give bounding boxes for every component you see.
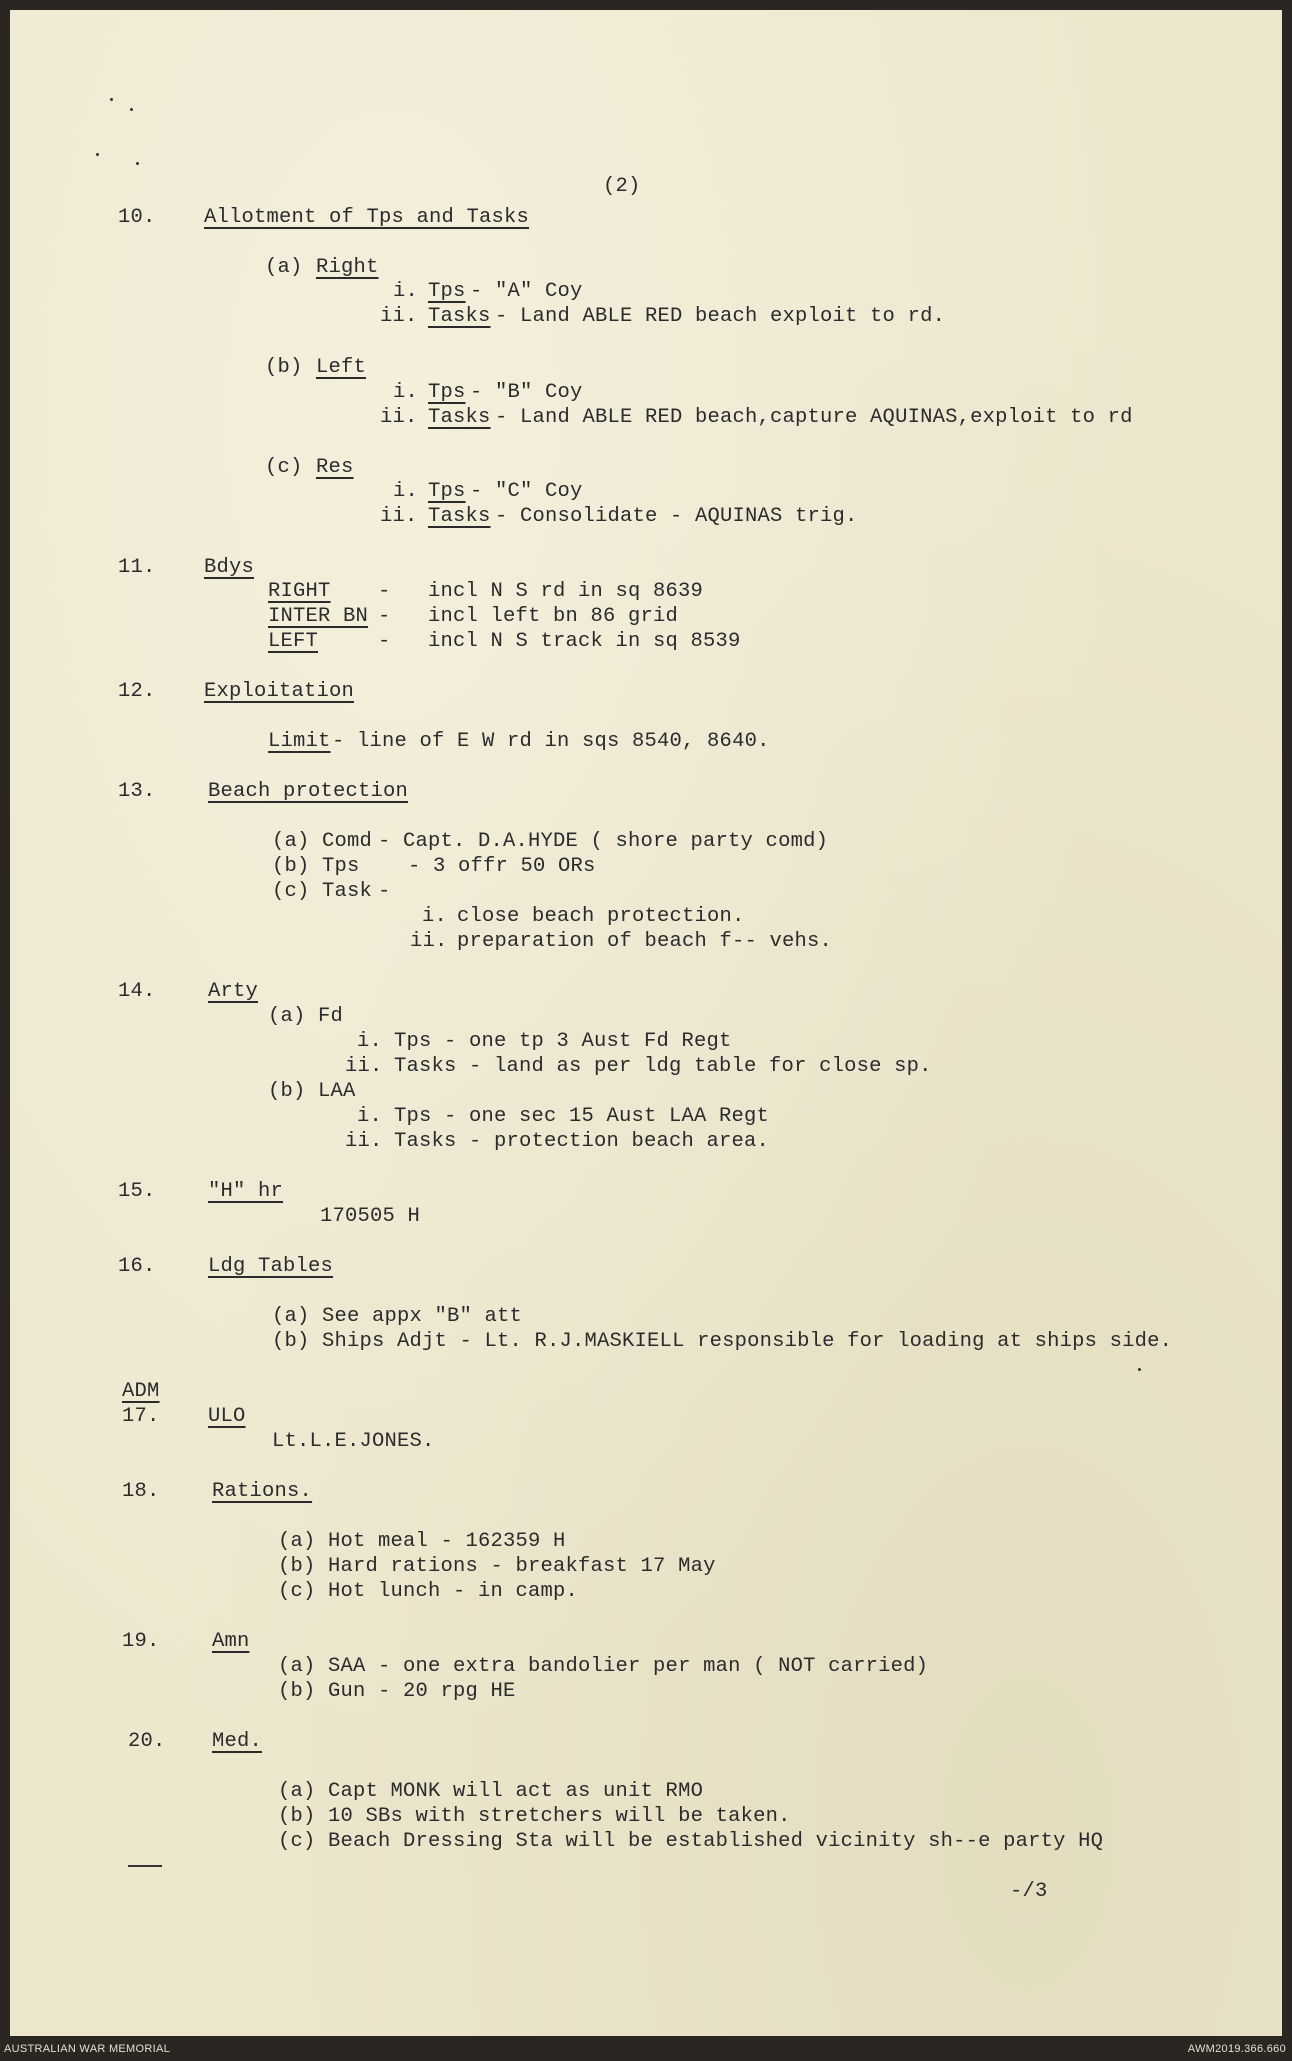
subitem-label: Tps [428,280,466,303]
list-item: (b) LAA [268,1080,356,1103]
list-item: (c) Task [272,880,373,903]
subitem-number: ii. [380,505,418,528]
section-title: ULO [208,1405,246,1428]
archive-reference: AWM2019.366.660 [1187,2043,1286,2055]
subitem-text: - Land ABLE RED beach exploit to rd. [495,305,946,328]
section-number: 18. [122,1480,160,1503]
section-number: 10. [118,206,156,229]
archive-credit: AUSTRALIAN WAR MEMORIAL [4,2043,171,2055]
section-title: Med. [212,1730,263,1753]
boundary-label: LEFT [268,630,319,653]
subitem-label: Tps [428,480,466,503]
section-title: Exploitation [204,680,355,703]
section-title: "H" hr [208,1180,284,1203]
h-hour-value: 170505 H [320,1205,421,1228]
subitem-label: Tps [428,381,466,404]
subitem-text: - "A" Coy [470,280,583,303]
item-letter: (b) [265,356,303,379]
section-number: 12. [118,680,156,703]
list-item: (a) Hot meal - 162359 H [278,1530,566,1553]
subitem-number: i. [422,905,448,928]
list-item-text: - 3 offr 50 ORs [408,855,596,878]
subitem-label: Tasks [428,505,491,528]
boundary-dash: - [378,630,391,653]
list-item: (c) Beach Dressing Sta will be established vicinity sh--e party HQ [278,1830,1104,1853]
limit-label: Limit [268,730,331,753]
section-title: Ldg Tables [208,1255,334,1278]
list-item: (a) Capt MONK will act as unit RMO [278,1780,704,1803]
list-item: (b) Ships Adjt - Lt. R.J.MASKIELL responsible for loading at ships side. [272,1330,1173,1353]
subitem-label: Tasks [428,305,491,328]
subitem-text: - "B" Coy [470,381,583,404]
subitem-number: i. [357,1030,383,1053]
section-title: Rations. [212,1480,313,1503]
item-heading: Right [316,256,379,279]
subitem-text: close beach protection. [457,905,745,928]
subitem-label: Tasks [428,406,491,429]
list-item: (b) 10 SBs with stretchers will be taken. [278,1805,791,1828]
item-heading: Res [316,456,354,479]
subitem-number: ii. [410,930,448,953]
subitem-number: i. [393,381,419,404]
list-item: (a) SAA - one extra bandolier per man ( NOT carried) [278,1655,929,1678]
subitem-number: i. [393,280,419,303]
adm-heading: ADM [122,1380,160,1403]
section-number: 19. [122,1630,160,1653]
list-item: (b) Tps [272,855,360,878]
subitem-number: ii. [345,1130,383,1153]
section-title: Bdys [204,556,255,579]
section-title: Arty [208,980,259,1003]
boundary-label: RIGHT [268,580,331,603]
subitem-number: ii. [380,305,418,328]
boundary-text: incl N S track in sq 8539 [428,630,741,653]
section-number: 16. [118,1255,156,1278]
section-title: Beach protection [208,780,409,803]
section-number: 20. [128,1730,166,1753]
list-item: (b) Gun - 20 rpg HE [278,1680,516,1703]
ulo-name: Lt.L.E.JONES. [272,1430,435,1453]
subitem-text: preparation of beach f-- vehs. [457,930,833,953]
list-item-text: - Capt. D.A.HYDE ( shore party comd) [378,830,829,853]
subitem-text: - Land ABLE RED beach,capture AQUINAS,exploit to rd [495,406,1133,429]
subitem-number: i. [357,1105,383,1128]
paper-mark [110,98,113,101]
list-item: (a) Comd [272,830,373,853]
item-heading: Left [316,356,367,379]
section-number: 11. [118,556,156,579]
section-title: Amn [212,1630,250,1653]
boundary-dash: - [378,580,391,603]
list-item-text: - [378,880,391,903]
subitem-number: i. [393,480,419,503]
boundary-dash: - [378,605,391,628]
subitem-number: ii. [345,1055,383,1078]
section-title: Allotment of Tps and Tasks [204,206,530,229]
page-number: (2) [603,175,641,198]
section-number: 14. [118,980,156,1003]
item-letter: (c) [265,456,303,479]
paper-mark [96,153,99,156]
subitem-number: ii. [380,406,418,429]
subitem-text: - Consolidate - AQUINAS trig. [495,505,858,528]
list-item: (b) Hard rations - breakfast 17 May [278,1555,716,1578]
subitem-text: Tps - one sec 15 Aust LAA Regt [394,1105,770,1128]
boundary-text: incl left bn 86 grid [428,605,679,628]
list-item: (a) Fd [268,1005,344,1028]
subitem-text: Tasks - land as per ldg table for close sp. [394,1055,932,1078]
paper-mark [128,1865,162,1867]
paper-mark [1138,1368,1141,1371]
section-number: 13. [118,780,156,803]
item-letter: (a) [265,256,303,279]
continuation-marker: -/3 [1010,1880,1048,1903]
list-item: (c) Hot lunch - in camp. [278,1580,579,1603]
subitem-text: Tps - one tp 3 Aust Fd Regt [394,1030,732,1053]
list-item: (a) See appx "B" att [272,1305,523,1328]
subitem-text: - "C" Coy [470,480,583,503]
subitem-text: Tasks - protection beach area. [394,1130,770,1153]
document-page [10,10,1282,2036]
boundary-text: incl N S rd in sq 8639 [428,580,704,603]
section-number: 15. [118,1180,156,1203]
section-number: 17. [122,1405,160,1428]
boundary-label: INTER BN [268,605,369,628]
paper-mark [130,108,133,111]
limit-text: - line of E W rd in sqs 8540, 8640. [332,730,770,753]
paper-mark [136,162,139,165]
